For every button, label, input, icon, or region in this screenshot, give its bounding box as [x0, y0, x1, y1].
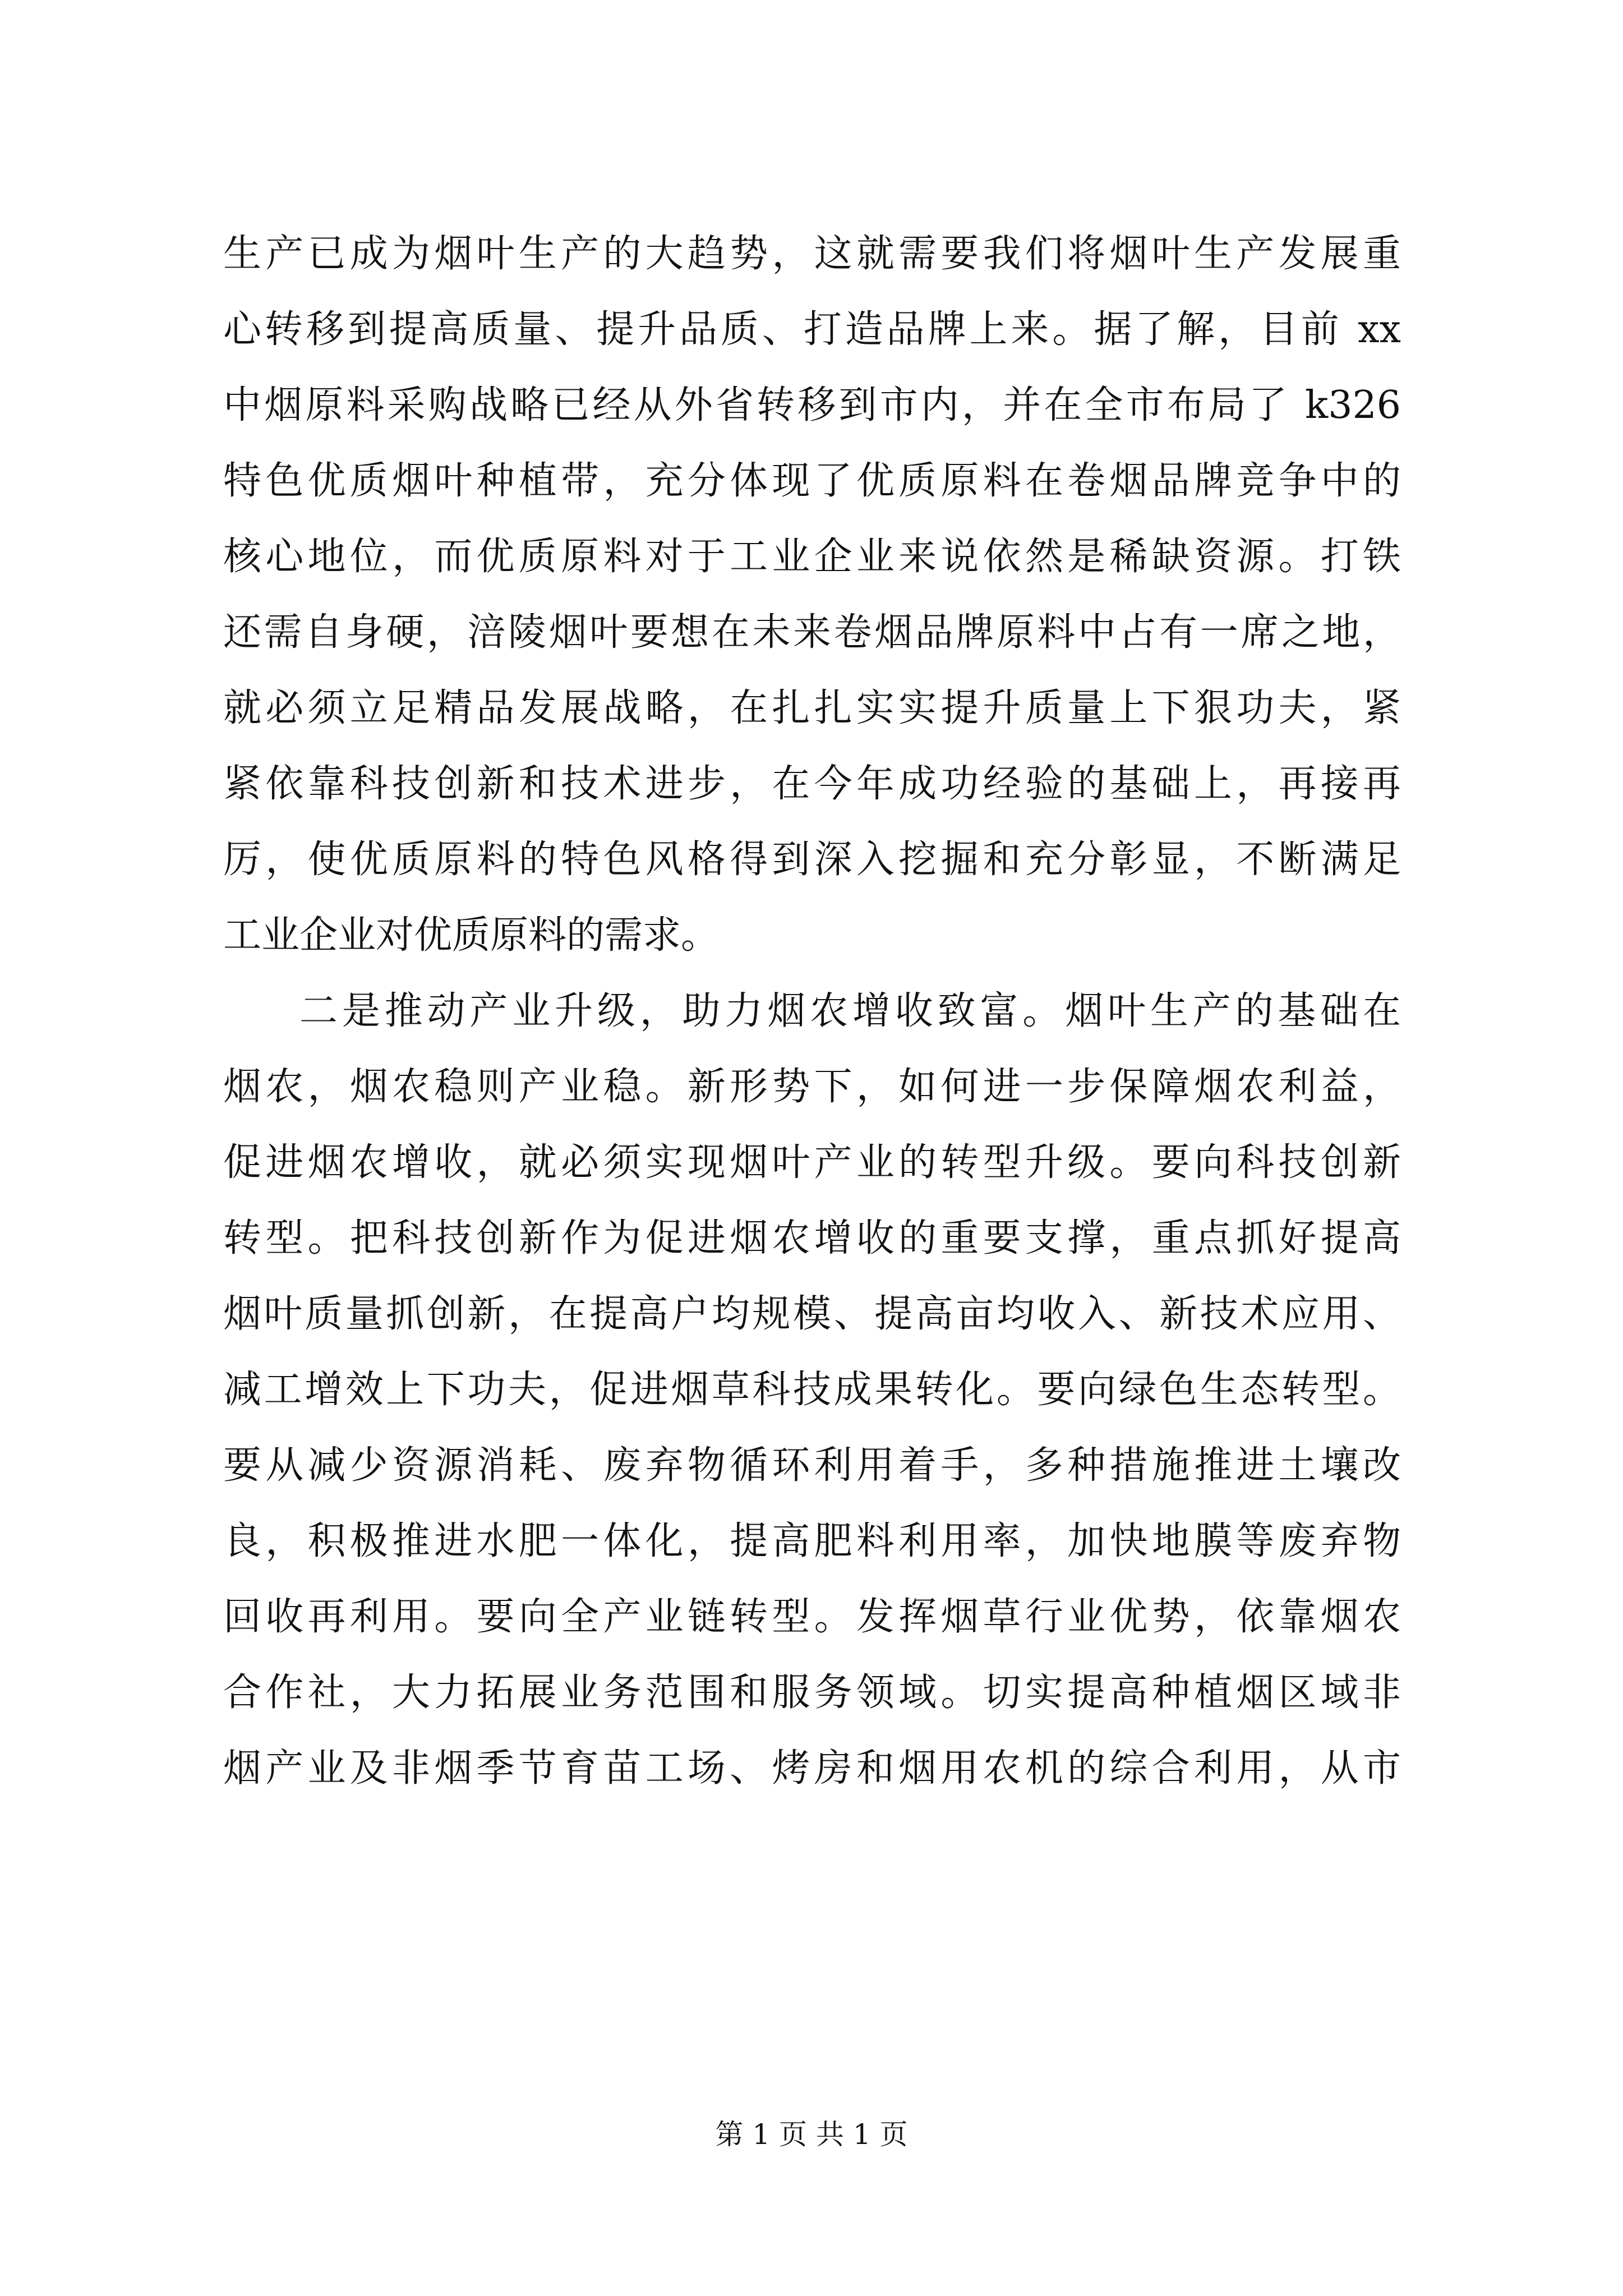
text-line: 良，积极推进水肥一体化，提高肥料利用率，加快地膜等废弃物	[223, 1519, 1401, 1563]
text-line: 减工增效上下功夫，促进烟草科技成果转化。要向绿色生态转型。	[223, 1368, 1401, 1412]
text-line: 中烟原料采购战略已经从外省转移到市内，并在全市布局了 k326	[223, 383, 1401, 427]
text-line: 心转移到提高质量、提升品质、打造品牌上来。据了解，目前 xx	[223, 307, 1401, 352]
text-line: 就必须立足精品发展战略，在扎扎实实提升质量上下狠功夫，紧	[223, 686, 1401, 730]
text-line: 烟农，烟农稳则产业稳。新形势下，如何进一步保障烟农利益，	[223, 1065, 1401, 1109]
text-line: 回收再利用。要向全产业链转型。发挥烟草行业优势，依靠烟农	[223, 1595, 1401, 1639]
text-line: 烟产业及非烟季节育苗工场、烤房和烟用农机的综合利用，从市	[223, 1746, 1401, 1791]
text-line: 合作社，大力拓展业务范围和服务领域。切实提高种植烟区域非	[223, 1671, 1401, 1715]
text-line: 工业企业对优质原料的需求。	[223, 913, 720, 958]
text-line: 还需自身硬，涪陵烟叶要想在未来卷烟品牌原料中占有一席之地，	[223, 610, 1401, 655]
text-line: 核心地位，而优质原料对于工业企业来说依然是稀缺资源。打铁	[223, 535, 1401, 579]
text-line: 烟叶质量抓创新，在提高户均规模、提高亩均收入、新技术应用、	[223, 1292, 1401, 1336]
text-line: 促进烟农增收，就必须实现烟叶产业的转型升级。要向科技创新	[223, 1140, 1401, 1185]
text-line: 要从减少资源消耗、废弃物循环利用着手，多种措施推进土壤改	[223, 1443, 1401, 1488]
text-line: 转型。把科技创新作为促进烟农增收的重要支撑，重点抓好提高	[223, 1216, 1401, 1260]
text-line: 厉，使优质原料的特色风格得到深入挖掘和充分彰显，不断满足	[223, 838, 1401, 882]
text-line: 二是推动产业升级，助力烟农增收致富。烟叶生产的基础在	[299, 989, 1401, 1033]
text-line: 生产已成为烟叶生产的大趋势，这就需要我们将烟叶生产发展重	[223, 232, 1401, 276]
body-text	[223, 216, 1401, 1806]
text-line: 紧依靠科技创新和技术进步，在今年成功经验的基础上，再接再	[223, 762, 1401, 806]
text-line: 特色优质烟叶种植带，充分体现了优质原料在卷烟品牌竞争中的	[223, 459, 1401, 503]
page-footer: 第 1 页 共 1 页	[715, 2118, 908, 2151]
